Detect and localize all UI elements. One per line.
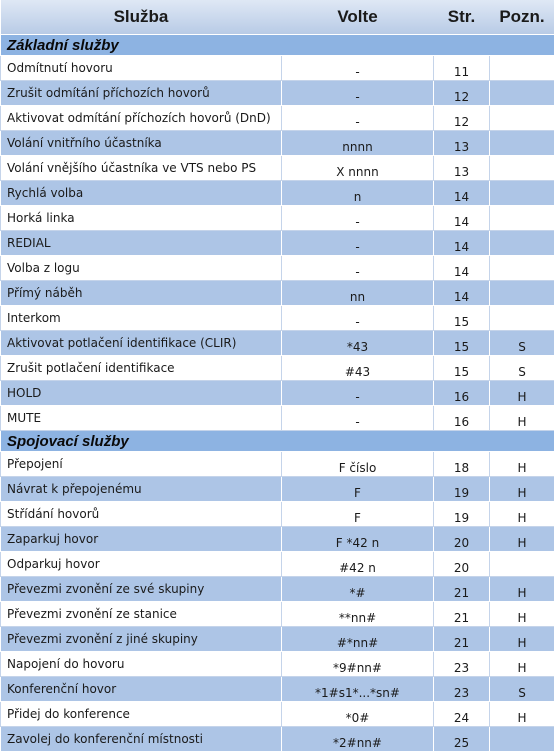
dial-code-cell: - bbox=[282, 56, 434, 81]
column-header-note: Pozn. bbox=[490, 0, 554, 35]
service-name-cell: Návrat k přepojenému bbox=[1, 477, 282, 502]
page-number-cell: 13 bbox=[434, 131, 490, 156]
page-number-cell: 12 bbox=[434, 81, 490, 106]
page-number-cell: 14 bbox=[434, 281, 490, 306]
header-row bbox=[1, 0, 554, 35]
service-name-cell: Volba z logu bbox=[1, 256, 282, 281]
table-row bbox=[1, 406, 554, 431]
note-cell bbox=[490, 106, 554, 131]
page-number-cell: 12 bbox=[434, 106, 490, 131]
dial-code-cell: *# bbox=[282, 577, 434, 602]
page-number-cell: 18 bbox=[434, 452, 490, 477]
service-name-cell: Převezmi zvonění ze své skupiny bbox=[1, 577, 282, 602]
page-number-cell: 25 bbox=[434, 727, 490, 752]
dial-code-cell: nn bbox=[282, 281, 434, 306]
note-cell: H bbox=[490, 452, 554, 477]
service-name-cell: Interkom bbox=[1, 306, 282, 331]
service-name-cell: Střídání hovorů bbox=[1, 502, 282, 527]
note-cell: H bbox=[490, 381, 554, 406]
table-row bbox=[1, 331, 554, 356]
service-name-cell: Převezmi zvonění z jiné skupiny bbox=[1, 627, 282, 652]
service-name-cell: Zrušit odmítání příchozích hovorů bbox=[1, 81, 282, 106]
note-cell: H bbox=[490, 627, 554, 652]
note-cell bbox=[490, 727, 554, 752]
service-name-cell: Převezmi zvonění ze stanice bbox=[1, 602, 282, 627]
page-number-cell: 19 bbox=[434, 502, 490, 527]
note-cell: H bbox=[490, 702, 554, 727]
section-title: Základní služby bbox=[1, 35, 554, 56]
table-row bbox=[1, 306, 554, 331]
section-header-row bbox=[1, 431, 554, 452]
note-cell: H bbox=[490, 527, 554, 552]
dial-code-cell: F bbox=[282, 502, 434, 527]
column-header-service: Služba bbox=[1, 0, 282, 35]
page-number-cell: 21 bbox=[434, 577, 490, 602]
note-cell: H bbox=[490, 477, 554, 502]
table-row bbox=[1, 206, 554, 231]
service-name-cell: Zavolej do konferenční místnosti bbox=[1, 727, 282, 752]
table-row bbox=[1, 81, 554, 106]
page-number-cell: 21 bbox=[434, 627, 490, 652]
table-row bbox=[1, 477, 554, 502]
dial-code-cell: F číslo bbox=[282, 452, 434, 477]
section-title: Spojovací služby bbox=[1, 431, 554, 452]
page-number-cell: 14 bbox=[434, 256, 490, 281]
page-number-cell: 23 bbox=[434, 652, 490, 677]
dial-code-cell: - bbox=[282, 406, 434, 431]
dial-code-cell: n bbox=[282, 181, 434, 206]
service-name-cell: Rychlá volba bbox=[1, 181, 282, 206]
note-cell: H bbox=[490, 577, 554, 602]
table-row bbox=[1, 502, 554, 527]
service-name-cell: MUTE bbox=[1, 406, 282, 431]
note-cell: H bbox=[490, 602, 554, 627]
table-row bbox=[1, 452, 554, 477]
service-name-cell: Aktivovat potlačení identifikace (CLIR) bbox=[1, 331, 282, 356]
page-number-cell: 14 bbox=[434, 206, 490, 231]
page-number-cell: 21 bbox=[434, 602, 490, 627]
service-name-cell: HOLD bbox=[1, 381, 282, 406]
dial-code-cell: #43 bbox=[282, 356, 434, 381]
note-cell: H bbox=[490, 652, 554, 677]
note-cell bbox=[490, 552, 554, 577]
column-header-dial: Volte bbox=[282, 0, 434, 35]
table-row bbox=[1, 256, 554, 281]
dial-code-cell: - bbox=[282, 81, 434, 106]
page-number-cell: 16 bbox=[434, 406, 490, 431]
table-row bbox=[1, 131, 554, 156]
service-name-cell: Volání vnějšího účastníka ve VTS nebo PS bbox=[1, 156, 282, 181]
note-cell bbox=[490, 206, 554, 231]
note-cell bbox=[490, 256, 554, 281]
table-row bbox=[1, 356, 554, 381]
page-number-cell: 23 bbox=[434, 677, 490, 702]
table-row bbox=[1, 181, 554, 206]
service-name-cell: Odparkuj hovor bbox=[1, 552, 282, 577]
page-number-cell: 20 bbox=[434, 552, 490, 577]
service-name-cell: Přímý náběh bbox=[1, 281, 282, 306]
dial-code-cell: #*nn# bbox=[282, 627, 434, 652]
page-number-cell: 11 bbox=[434, 56, 490, 81]
table-row bbox=[1, 702, 554, 727]
page-number-cell: 14 bbox=[434, 231, 490, 256]
service-name-cell: Konferenční hovor bbox=[1, 677, 282, 702]
table-row bbox=[1, 627, 554, 652]
column-header-page: Str. bbox=[434, 0, 490, 35]
table-row bbox=[1, 381, 554, 406]
page-number-cell: 24 bbox=[434, 702, 490, 727]
table-row bbox=[1, 231, 554, 256]
table-row bbox=[1, 552, 554, 577]
service-name-cell: Přepojení bbox=[1, 452, 282, 477]
dial-code-cell: F *42 n bbox=[282, 527, 434, 552]
dial-code-cell: - bbox=[282, 231, 434, 256]
table-row bbox=[1, 677, 554, 702]
service-name-cell: Napojení do hovoru bbox=[1, 652, 282, 677]
note-cell bbox=[490, 181, 554, 206]
page-number-cell: 14 bbox=[434, 181, 490, 206]
page-number-cell: 19 bbox=[434, 477, 490, 502]
dial-code-cell: *2#nn# bbox=[282, 727, 434, 752]
table-row bbox=[1, 652, 554, 677]
service-name-cell: Zrušit potlačení identifikace bbox=[1, 356, 282, 381]
dial-code-cell: *1#s1*...*sn# bbox=[282, 677, 434, 702]
page-number-cell: 13 bbox=[434, 156, 490, 181]
dial-code-cell: nnnn bbox=[282, 131, 434, 156]
service-name-cell: REDIAL bbox=[1, 231, 282, 256]
note-cell: S bbox=[490, 356, 554, 381]
page-number-cell: 16 bbox=[434, 381, 490, 406]
dial-code-cell: - bbox=[282, 106, 434, 131]
dial-code-cell: - bbox=[282, 306, 434, 331]
dial-code-cell: - bbox=[282, 206, 434, 231]
service-name-cell: Horká linka bbox=[1, 206, 282, 231]
note-cell bbox=[490, 306, 554, 331]
dial-code-cell: *0# bbox=[282, 702, 434, 727]
dial-code-cell: **nn# bbox=[282, 602, 434, 627]
page-number-cell: 15 bbox=[434, 331, 490, 356]
table-row bbox=[1, 727, 554, 752]
service-name-cell: Zaparkuj hovor bbox=[1, 527, 282, 552]
dial-code-cell: *43 bbox=[282, 331, 434, 356]
page-number-cell: 15 bbox=[434, 356, 490, 381]
note-cell bbox=[490, 281, 554, 306]
service-name-cell: Odmítnutí hovoru bbox=[1, 56, 282, 81]
table-row bbox=[1, 56, 554, 81]
note-cell bbox=[490, 56, 554, 81]
note-cell bbox=[490, 231, 554, 256]
page-number-cell: 20 bbox=[434, 527, 490, 552]
note-cell bbox=[490, 156, 554, 181]
note-cell: S bbox=[490, 331, 554, 356]
dial-code-cell: *9#nn# bbox=[282, 652, 434, 677]
service-name-cell: Přidej do konference bbox=[1, 702, 282, 727]
table-row bbox=[1, 527, 554, 552]
note-cell bbox=[490, 81, 554, 106]
section-header-row bbox=[1, 35, 554, 56]
dial-code-cell: - bbox=[282, 256, 434, 281]
note-cell bbox=[490, 131, 554, 156]
dial-code-cell: X nnnn bbox=[282, 156, 434, 181]
table-row bbox=[1, 106, 554, 131]
service-name-cell: Aktivovat odmítání příchozích hovorů (DnD) bbox=[1, 106, 282, 131]
table-row bbox=[1, 281, 554, 306]
table-row bbox=[1, 577, 554, 602]
note-cell: H bbox=[490, 502, 554, 527]
dial-code-cell: - bbox=[282, 381, 434, 406]
service-name-cell: Volání vnitřního účastníka bbox=[1, 131, 282, 156]
table-row bbox=[1, 156, 554, 181]
note-cell: S bbox=[490, 677, 554, 702]
dial-code-cell: #42 n bbox=[282, 552, 434, 577]
table-row bbox=[1, 602, 554, 627]
dial-code-cell: F bbox=[282, 477, 434, 502]
note-cell: H bbox=[490, 406, 554, 431]
page-number-cell: 15 bbox=[434, 306, 490, 331]
